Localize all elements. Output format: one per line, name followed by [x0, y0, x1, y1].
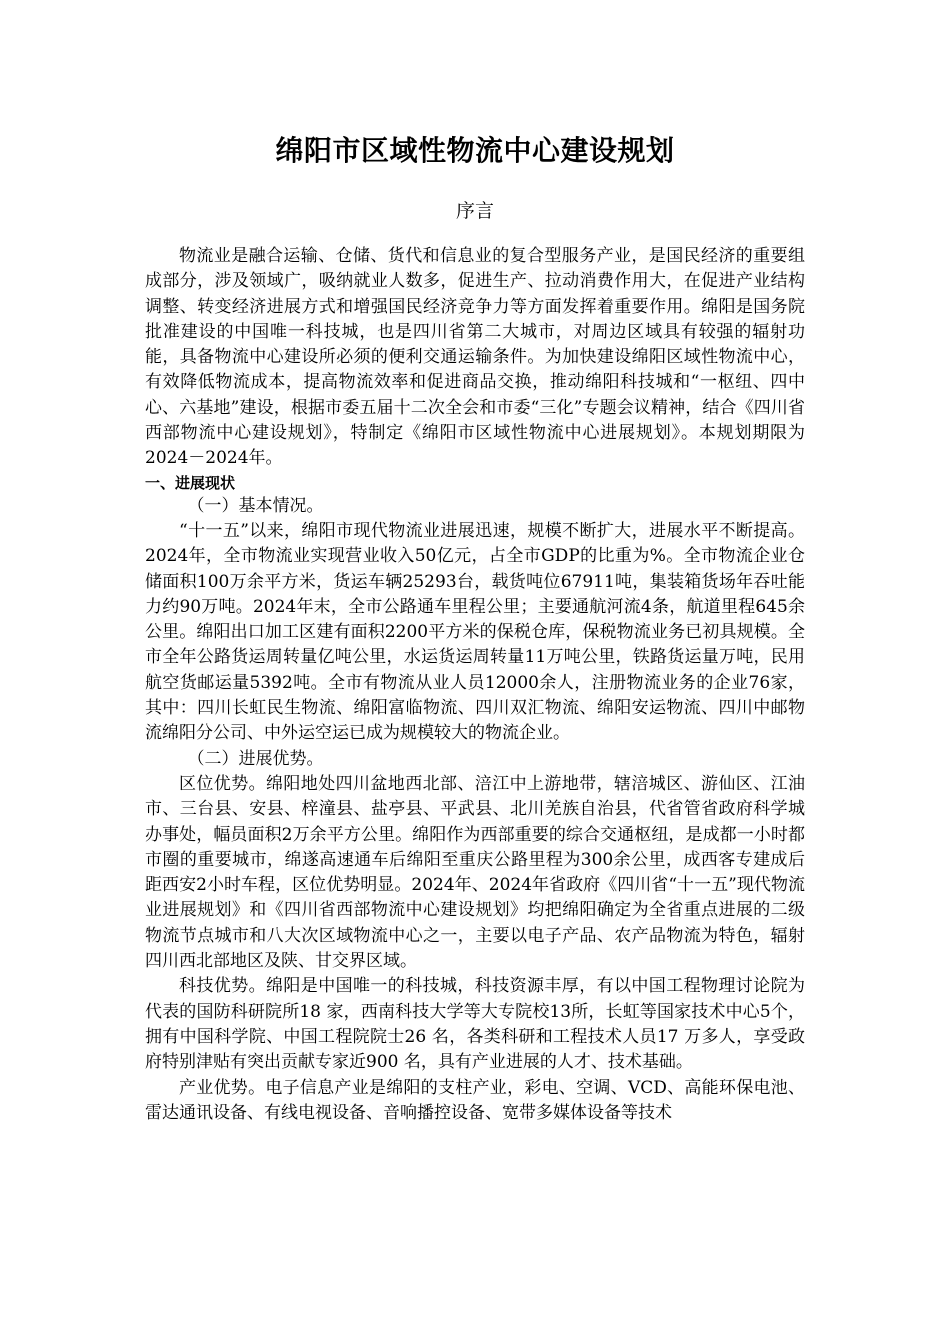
document-title: 绵阳市区域性物流中心建设规划: [275, 134, 675, 167]
preface-heading: 序言: [455, 200, 494, 222]
industry-advantage-paragraph: 产业优势。电子信息产业是绵阳的支柱产业，彩电、空调、VCD、高能环保电池、雷达通讯设备、有线电视设备、音响播控设备、宽带多媒体设备等技术: [145, 1077, 805, 1123]
section-heading-status: 一、进展现状: [145, 473, 236, 492]
subsection-heading-basic: （一）基本情况。: [187, 495, 324, 516]
preface-paragraph: 物流业是融合运输、仓储、货代和信息业的复合型服务产业，是国民经济的重要组成部分，涉及领域广，吸纳就业人数多，促进生产、拉动消费作用大，在促进产业结构调整、转变经济进展方式和增强国民经济竞争力等方面发挥着重要作用。绵阳是国务院批准建设的中国唯一科技城，也是四川省第二大城市，对周边区域具有较强的辐射功能，具备物流中心建设所必须的便利交通运输条件。为加快建设绵阳区域性物流中心，有效降低物流成本，提高物流效率和促进商品交换，推动绵阳科技城和“一枢纽、四中心、六基地”建设，根据市委五届十二次全会和市委“三化”专题会议精神，结合《四川省西部物流中心建设规划》，特制定《绵阳市区域性物流中心进展规划》。本规划期限为2024－2024年。: [145, 246, 805, 469]
document-body: [145, 128, 805, 1126]
basic-situation-paragraph: “十一五”以来，绵阳市现代物流业进展迅速，规模不断扩大，进展水平不断提高。2024年，全市物流业实现营业收入50亿元，占全市GDP的比重为%。全市物流企业仓储面积100万余平方米，货运车辆25293台，载货吨位67911吨，集装箱货场年吞吐能力约90万吨。2024年末，全市公路通车里程公里；主要通航河流4条，航道里程645余公里。绵阳出口加工区建有面积2200平方米的保税仓库，保税物流业务已初具规模。全市全年公路货运周转量亿吨公里，水运货运周转量11万吨公里，铁路货运量万吨，民用航空货邮运量5392吨。全市有物流从业人员12000余人，注册物流业务的企业76家，其中：四川长虹民生物流、绵阳富临物流、四川双汇物流、绵阳安运物流、四川中邮物流绵阳分公司、中外运空运已成为规模较大的物流企业。: [145, 520, 805, 744]
tech-advantage-paragraph: 科技优势。绵阳是中国唯一的科技城，科技资源丰厚，有以中国工程物理讨论院为代表的国防科研院所18 家，西南科技大学等大专院校13所，长虹等国家技术中心5个，拥有中国科学院、中国工程院院士26 名，各类科研和工程技术人员17 万多人，享受政府特别津贴有突出贡献专家近900 名，具有产业进展的人才、技术基础。: [145, 976, 805, 1073]
location-advantage-paragraph: 区位优势。绵阳地处四川盆地西北部、涪江中上游地带，辖涪城区、游仙区、江油市、三台县、安县、梓潼县、盐亭县、平武县、北川羌族自治县，代省管省政府科学城办事处，幅员面积2万余平方公里。绵阳作为西部重要的综合交通枢纽，是成都一小时都市圈的重要城市，绵遂高速通车后绵阳至重庆公路里程为300余公里，成西客专建成后距西安2小时车程，区位优势明显。2024年、2024年省政府《四川省“十一五”现代物流业进展规划》和《四川省西部物流中心建设规划》均把绵阳确定为全省重点进展的二级物流节点城市和八大次区域物流中心之一，主要以电子产品、农产品物流为特色，辐射四川西北部地区及陕、甘交界区域。: [145, 773, 805, 972]
subsection-heading-advantages: （二）进展优势。: [187, 748, 324, 769]
